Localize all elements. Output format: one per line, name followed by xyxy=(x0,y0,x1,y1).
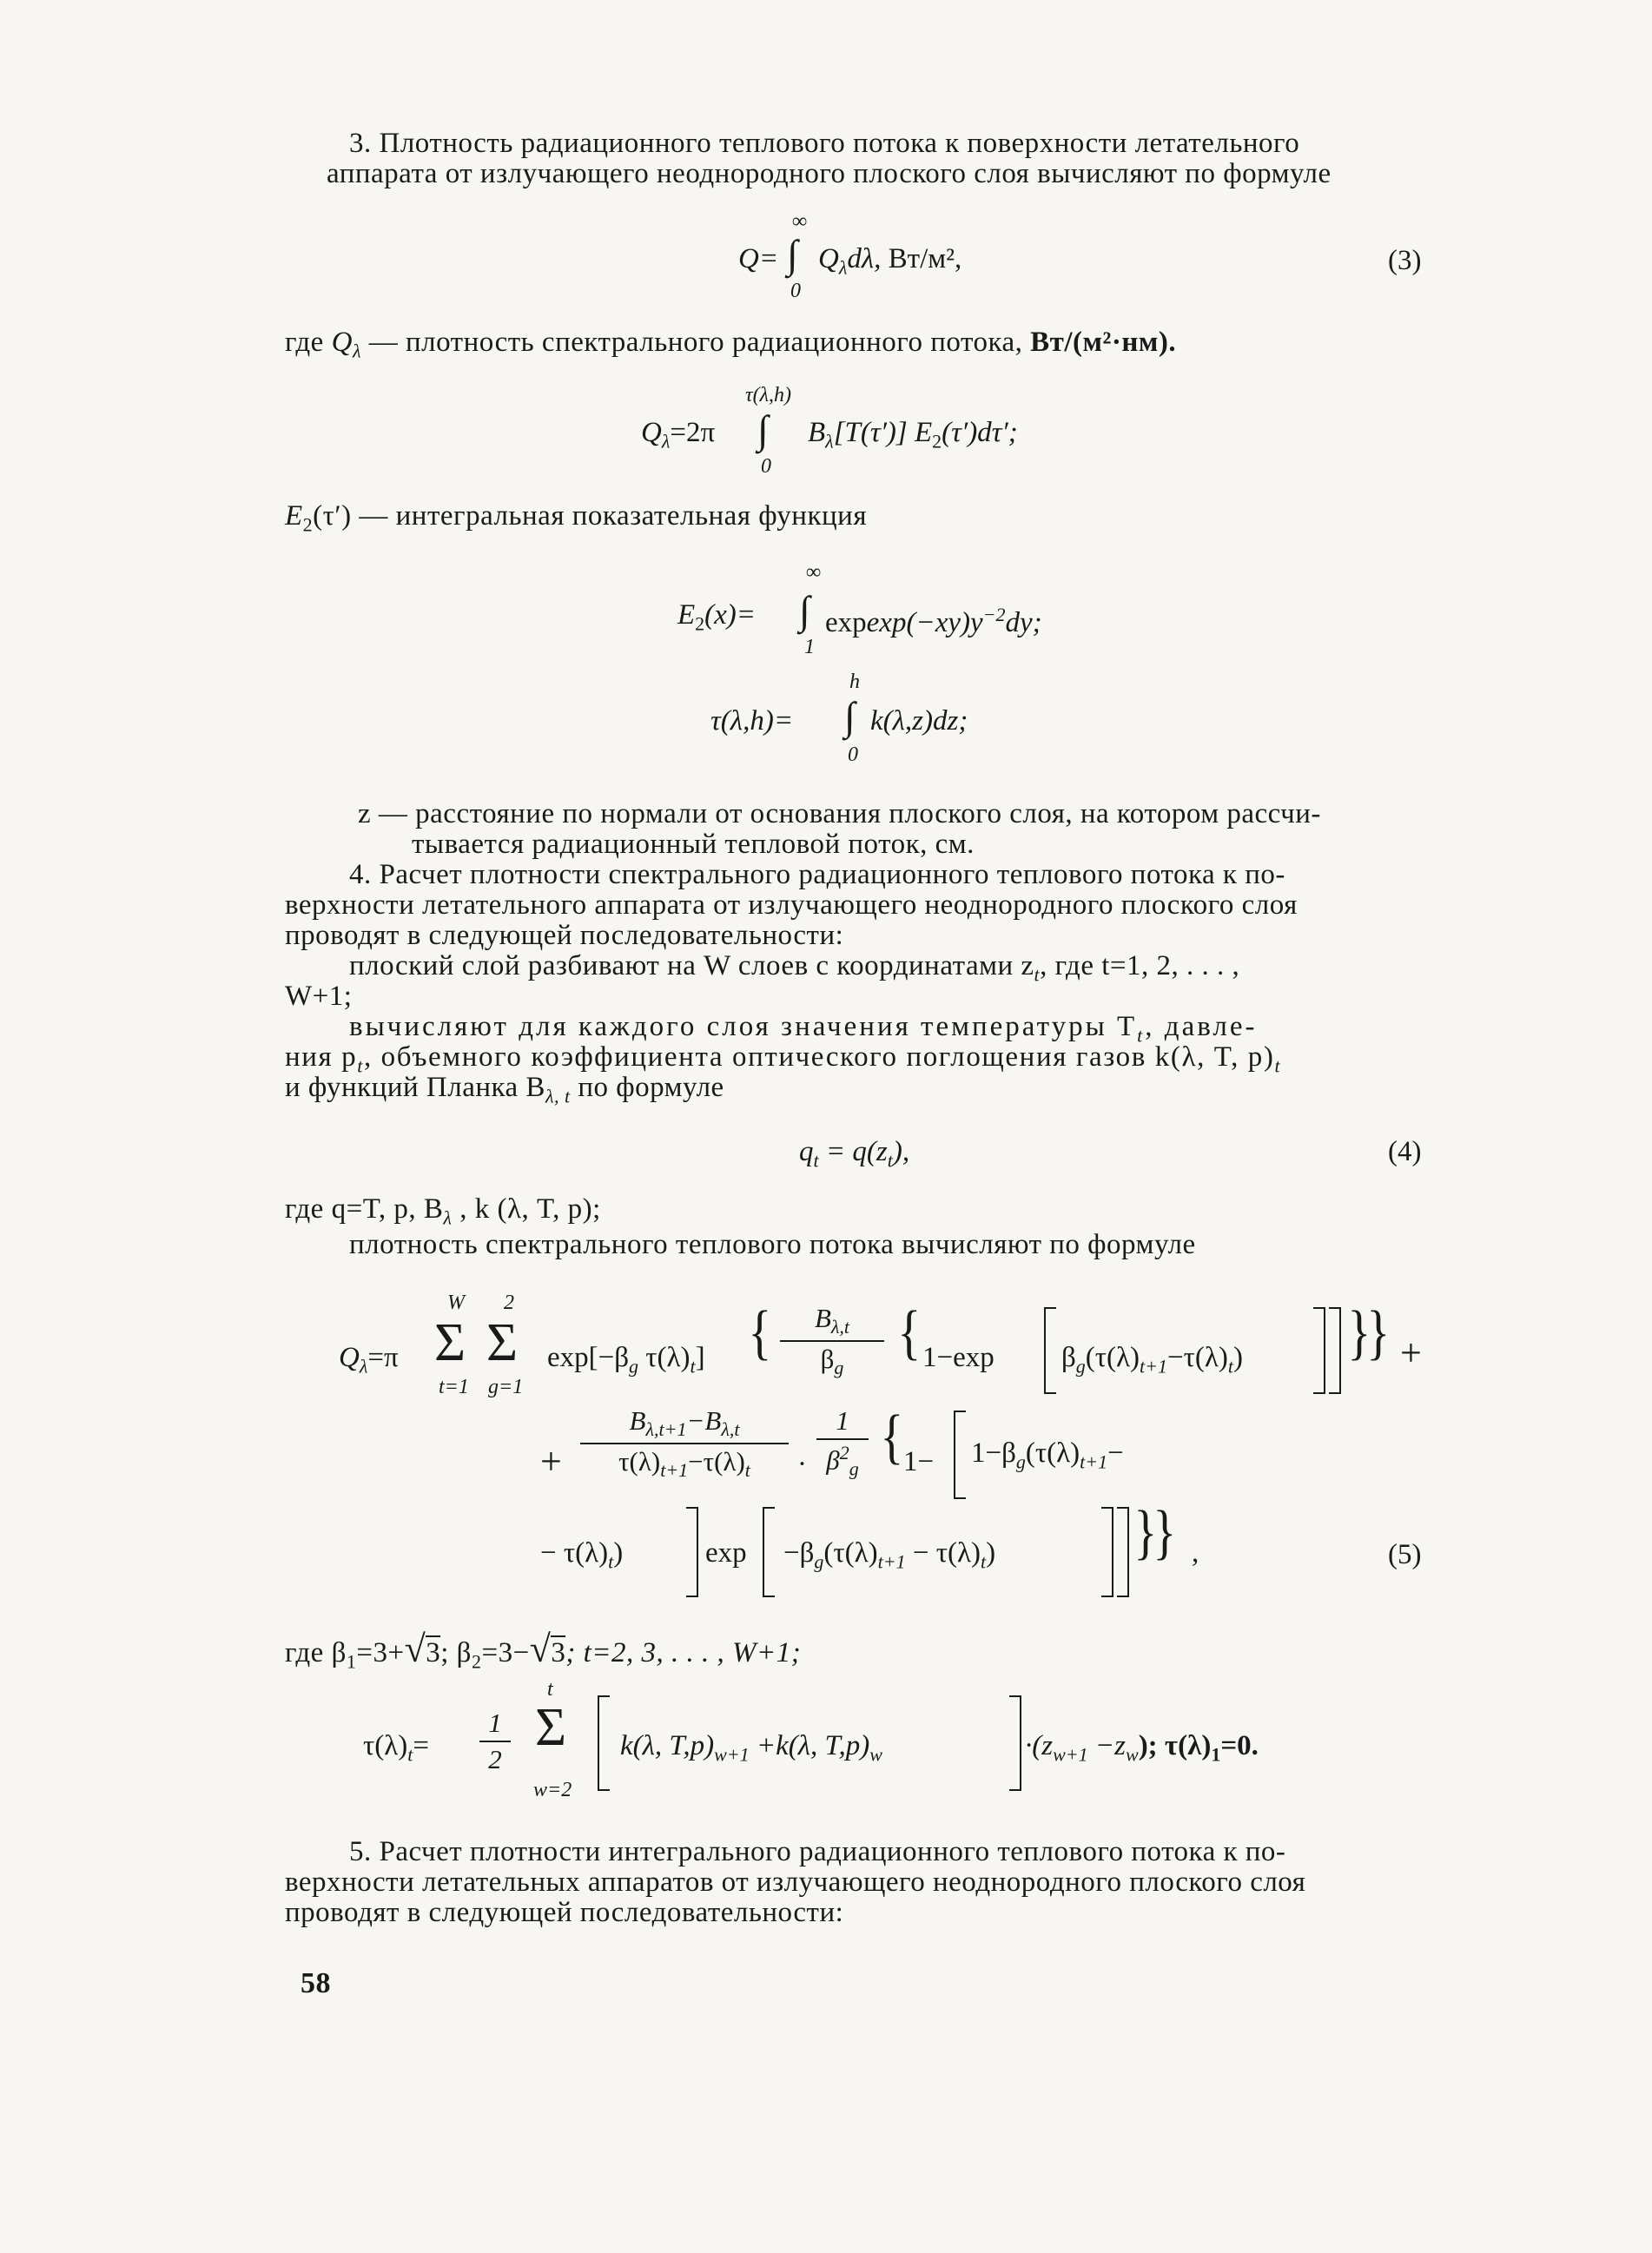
frac-one-over-beta2: 1 $\beta^2_g$ xyxy=(816,1405,869,1481)
p4-line3: проводят в следующей последовательности: xyxy=(285,920,844,951)
bracket-close xyxy=(686,1507,698,1597)
bracket-close xyxy=(1117,1507,1129,1597)
bracket-close xyxy=(1101,1507,1113,1597)
sum2-upper: 2 xyxy=(504,1292,514,1314)
eq5-one-minus: 1− xyxy=(903,1446,935,1477)
p4-line5: W+1; xyxy=(285,981,353,1012)
brace-open: { xyxy=(880,1404,904,1470)
eq3-lhs: Q= xyxy=(738,243,779,274)
beta-definition: где $\beta_1=3+√3$; $\beta_2=3-√3$; t=2, 3, . . . , W+1; xyxy=(285,1628,802,1673)
p4-line1: 4. Расчет плотности спектрального радиационного теплового потока к по- xyxy=(349,859,1285,890)
eq-taut-lhs: $\tau(\lambda)_t=$ xyxy=(363,1730,429,1766)
eq5-exp1: $\exp[-\beta_g$ $\tau(\lambda)_t$] xyxy=(547,1342,705,1378)
eq-tau-body: k(λ,z)dz; xyxy=(870,705,968,737)
eq-e2-body: $expexp(-xy)y^{-2}dy$; xyxy=(825,604,1042,638)
p5-line2: верхности летательных аппаратов от излучающего неоднородного плоского слоя xyxy=(285,1866,1306,1898)
brace-open: { xyxy=(897,1299,922,1366)
eq5-exp2: exp xyxy=(705,1537,747,1569)
eq5-line3-start: − $\tau(\lambda)_t$) xyxy=(540,1537,624,1573)
eq-qlambda-lhs: $Q_\lambda=2\pi$ xyxy=(641,417,716,453)
sum-sign: Σ xyxy=(486,1313,519,1372)
eq-tau-lhs: τ(λ,h)= xyxy=(710,705,794,737)
bracket-close xyxy=(1329,1307,1341,1394)
brace-open: { xyxy=(748,1299,772,1366)
eq-tau-lower: 0 xyxy=(848,743,858,766)
brace-close: } xyxy=(1133,1499,1158,1566)
eq5-inner2: $1-\beta_g(\tau(\lambda)_{t+1}-$ xyxy=(971,1437,1124,1473)
eq4-number: (4) xyxy=(1388,1136,1422,1167)
bracket-open xyxy=(954,1411,966,1499)
plus-sign: + xyxy=(1400,1331,1422,1374)
brace-close: } xyxy=(1366,1299,1391,1366)
eq5-lhs: $Q_\lambda=\pi$ xyxy=(339,1342,399,1378)
where-q-lambda: где $Q_\lambda$ — плотность спектрального радиационного потока, Вт/(м²·нм). xyxy=(285,327,1177,362)
eq5-inner3: $-\beta_g(\tau(\lambda)_{t+1} - \tau(\lambda)_t)$ xyxy=(783,1537,996,1573)
p4-line7: ния $p_t$, объемного коэффициента оптического поглощения газов k(λ, T, $p)_t$ xyxy=(285,1041,1282,1077)
sum-upper: t xyxy=(547,1678,553,1701)
eq-tau-upper: h xyxy=(849,671,860,693)
sum-sign: Σ xyxy=(535,1698,567,1757)
eq-qlambda-body: $B_\lambda[T(\tau')]$ $E_2(\tau')d\tau'$; xyxy=(808,417,1018,453)
p-flux: плотность спектрального теплового потока вычисляют по формуле xyxy=(349,1229,1196,1260)
p4-line8: и функций Планка $B_{\lambda, t}$ по формуле xyxy=(285,1072,724,1107)
bracket-close xyxy=(1313,1307,1325,1394)
p3-line1: 3. Плотность радиационного теплового потока к поверхности летательного xyxy=(349,128,1300,159)
eq-taut-body: k(λ, $T,p)_{w+1} +k(\lambda$, $T,p)_w$ xyxy=(620,1730,882,1766)
eq5-number: (5) xyxy=(1388,1539,1422,1570)
where-q-list: где q=T, p, $B_\lambda$ , k (λ, T, p); xyxy=(285,1193,601,1229)
sum-lower: w=2 xyxy=(533,1779,572,1801)
eq-e2-lhs: $E_2(x)=$ xyxy=(677,599,757,635)
eq5-inner1: $\beta_g(\tau(\lambda)_{t+1}-\tau(\lambda)_t)$ xyxy=(1061,1342,1243,1378)
integral-sign: ∫ xyxy=(799,588,810,632)
frac-b-diff: $B_{\lambda,t+1}-B_{\lambda,t}$ $\tau(\lambda)_{t+1}-\tau(\lambda)_t$ xyxy=(580,1405,789,1482)
sum1-upper: W xyxy=(447,1292,465,1314)
eq-qlambda-lower: 0 xyxy=(761,455,771,478)
eq3-number: (3) xyxy=(1388,245,1422,276)
p4-line4: плоский слой разбивают на W слоев с координатами $z_t$, где t=1, 2, . . . , xyxy=(349,950,1240,986)
p3-line2: аппарата от излучающего неоднородного плоского слоя вычисляют по формуле xyxy=(327,158,1332,189)
bracket-open xyxy=(763,1507,775,1597)
sum2-lower: g=1 xyxy=(488,1376,524,1398)
frac-b-over-beta: $B_{\lambda,t}$ $\beta_g$ xyxy=(780,1303,884,1379)
brace-close: } xyxy=(1153,1499,1177,1566)
bracket-open xyxy=(598,1695,610,1791)
sum1-lower: t=1 xyxy=(439,1376,469,1398)
bracket-open xyxy=(1044,1307,1056,1394)
eq5-one-exp: 1−exp xyxy=(922,1342,995,1373)
eq4-body: $q_t = q(z_t)$, xyxy=(799,1136,910,1172)
p4-line6: вычисляют для каждого слоя значения температуры $T_t$, давле- xyxy=(349,1011,1258,1047)
eq3-lower: 0 xyxy=(790,280,801,302)
integral-sign: ∫ xyxy=(787,232,798,276)
frac-half: 1 2 xyxy=(479,1708,511,1775)
eq3-integrand: $Q_\lambda d\lambda$, Вт/м², xyxy=(818,243,962,279)
bracket-close xyxy=(1009,1695,1021,1791)
integral-sign: ∫ xyxy=(844,694,856,738)
comma: , xyxy=(1192,1537,1199,1569)
eq-e2-lower: 1 xyxy=(804,636,815,658)
plus-sign: + xyxy=(540,1440,562,1483)
eq-e2-upper: ∞ xyxy=(806,561,822,584)
integral-sign: ∫ xyxy=(757,407,769,452)
z-def-line1: z — расстояние по нормали от основания плоского слоя, на котором рассчи- xyxy=(358,798,1321,829)
eq-taut-tail: $\cdot(z_{w+1} -z_w)$; $\tau(\lambda)_1=0$. xyxy=(1025,1730,1259,1766)
dot: · xyxy=(797,1449,807,1480)
p5-line3: проводят в следующей последовательности: xyxy=(285,1897,844,1928)
page-number: 58 xyxy=(301,1967,331,1999)
sum-sign: Σ xyxy=(434,1313,466,1372)
eq3-upper: ∞ xyxy=(792,210,808,233)
e2-definition: $E_2(\tau')$ — интегральная показательная функция xyxy=(285,500,867,536)
eq-qlambda-upper: τ(λ,h) xyxy=(745,384,791,406)
p5-line1: 5. Расчет плотности интегрального радиационного теплового потока к по- xyxy=(349,1836,1286,1867)
z-def-line2: тывается радиационный тепловой поток, см. xyxy=(412,829,975,860)
p4-line2: верхности летательного аппарата от излучающего неоднородного плоского слоя xyxy=(285,889,1298,921)
brace-close: } xyxy=(1347,1299,1371,1366)
